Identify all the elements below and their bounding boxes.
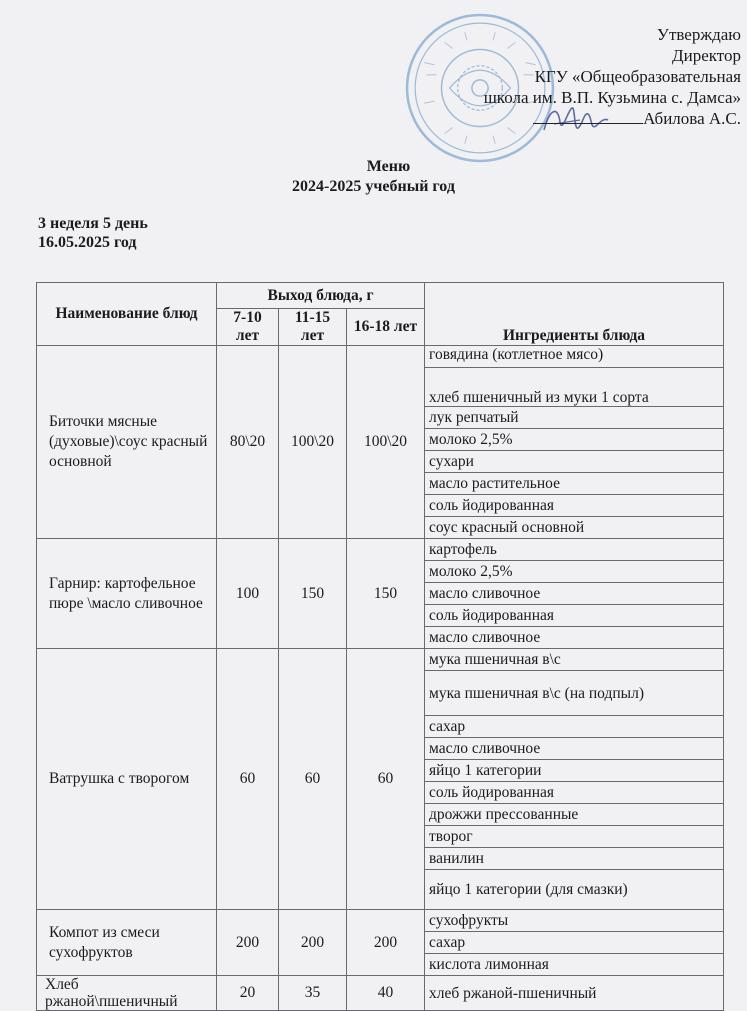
portion-11-15: 200	[279, 910, 347, 976]
signatory-name: Абилова А.С.	[643, 109, 741, 128]
menu-date: 16.05.2025 год	[38, 234, 137, 251]
dish-name: Компот из смеси сухофруктов	[37, 910, 217, 976]
ingredient: лук репчатый	[425, 407, 724, 429]
ingredient: кислота лимонная	[425, 954, 724, 976]
approval-school: школа им. В.П. Кузьмина с. Дамса»	[483, 88, 741, 107]
portion-11-15: 150	[279, 539, 347, 649]
portion-16-18: 150	[347, 539, 425, 649]
ingredient: соль йодированная	[425, 605, 724, 627]
ingredient: дрожжи прессованные	[425, 804, 724, 826]
ingredient: молоко 2,5%	[425, 429, 724, 451]
portion-11-15: 35	[279, 976, 347, 1011]
portion-7-10: 200	[217, 910, 279, 976]
ingredient: сахар	[425, 716, 724, 738]
ingredient: молоко 2,5%	[425, 561, 724, 583]
approval-block	[484, 24, 741, 129]
ingredient: сухари	[425, 451, 724, 473]
table-row	[37, 539, 724, 561]
dish-name: Хлеб ржаной\пшеничный	[37, 976, 217, 1011]
portion-16-18: 60	[347, 649, 425, 910]
approval-organization: КГУ «Общеобразовательная	[534, 67, 741, 86]
ingredient: картофель	[425, 539, 724, 561]
day-block	[38, 214, 148, 252]
ingredient: соль йодированная	[425, 495, 724, 517]
ingredient: сухофрукты	[425, 910, 724, 932]
week-day: 3 неделя 5 день	[38, 215, 148, 232]
portion-7-10: 80\20	[217, 346, 279, 539]
ingredient: сахар	[425, 932, 724, 954]
approval-line: Утверждаю	[656, 25, 741, 44]
portion-16-18: 200	[347, 910, 425, 976]
ingredient: соль йодированная	[425, 782, 724, 804]
ingredient: говядина (котлетное мясо)	[425, 346, 724, 368]
header-output: Выход блюда, г	[217, 283, 425, 309]
ingredient: яйцо 1 категории (для смазки)	[425, 870, 724, 910]
portion-11-15: 60	[279, 649, 347, 910]
ingredient: хлеб ржаной-пшеничный	[425, 976, 724, 1011]
portion-7-10: 20	[217, 976, 279, 1011]
table-row	[37, 910, 724, 932]
header-age-11-15: 11-15 лет	[279, 309, 347, 346]
header-dish-name: Наименование блюд	[37, 283, 217, 346]
portion-16-18: 100\20	[347, 346, 425, 539]
portion-7-10: 100	[217, 539, 279, 649]
ingredient: творог	[425, 826, 724, 848]
portion-16-18: 40	[347, 976, 425, 1011]
ingredient: мука пшеничная в\с	[425, 649, 724, 671]
ingredient: соус красный основной	[425, 517, 724, 539]
header-ingredients: Ингредиенты блюда	[425, 283, 724, 346]
header-age-16-18: 16-18 лет	[347, 309, 425, 346]
school-year: 2024-2025 учебный год	[292, 178, 455, 195]
dish-name: Гарнир: картофельное пюре \масло сливочное	[37, 539, 217, 649]
ingredient: яйцо 1 категории	[425, 760, 724, 782]
header-row	[37, 283, 724, 309]
ingredient: ванилин	[425, 848, 724, 870]
ingredient: масло растительное	[425, 473, 724, 495]
ingredient: масло сливочное	[425, 583, 724, 605]
portion-7-10: 60	[217, 649, 279, 910]
table-row	[37, 346, 724, 368]
approval-position: Директор	[672, 46, 741, 65]
table-row	[37, 976, 724, 1011]
portion-11-15: 100\20	[279, 346, 347, 539]
title-block	[0, 157, 747, 197]
ingredient: хлеб пшеничный из муки 1 сорта	[425, 368, 724, 407]
menu-table	[36, 282, 724, 1011]
ingredient: масло сливочное	[425, 738, 724, 760]
signature-line	[533, 108, 741, 129]
header-age-7-10: 7-10 лет	[217, 309, 279, 346]
document-title: Меню	[366, 158, 411, 175]
dish-name: Биточки мясные (духовые)\соус красный основной	[37, 346, 217, 539]
ingredient: масло сливочное	[425, 627, 724, 649]
dish-name: Ватрушка с творогом	[37, 649, 217, 910]
ingredient: мука пшеничная в\с (на подпыл)	[425, 671, 724, 716]
table-row	[37, 649, 724, 671]
signature-blank	[533, 109, 643, 124]
